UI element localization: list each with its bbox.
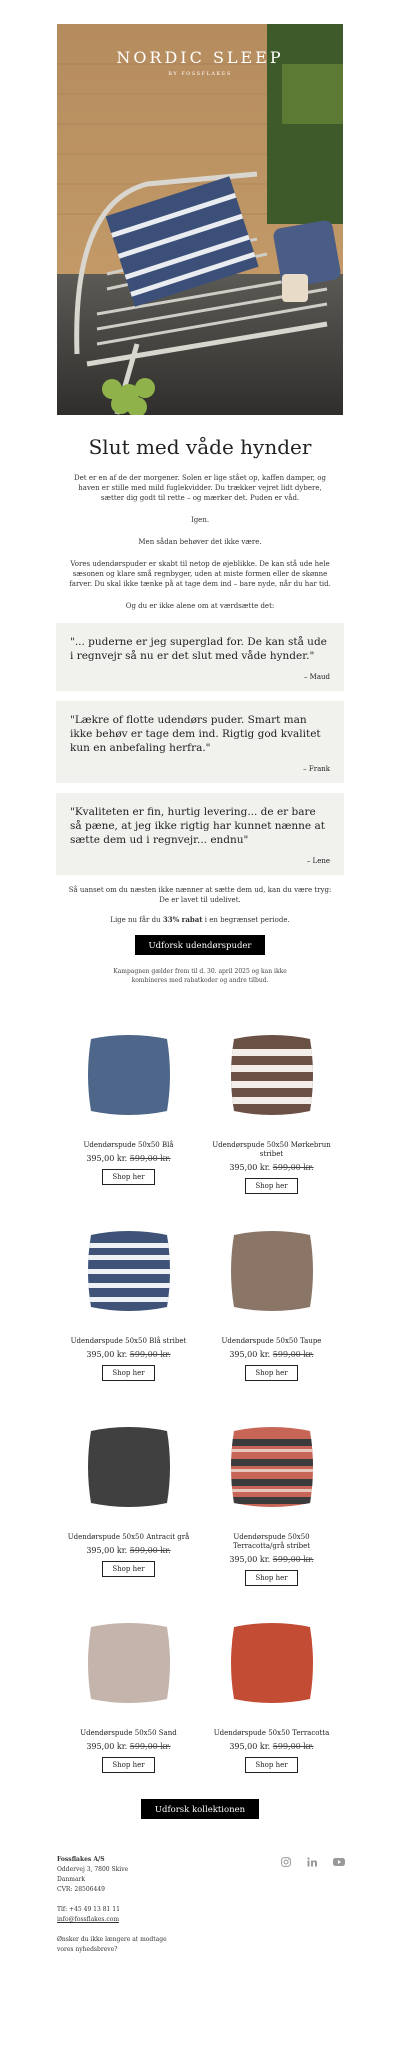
cushion-image [222,1025,322,1125]
product-image[interactable] [79,1417,179,1517]
headline: Slut med våde hynder [88,435,312,459]
product-price [57,1154,200,1163]
cushion-image [79,1025,179,1125]
sale-price: 395,00 kr. [86,1154,128,1163]
cushion-image [79,1221,179,1321]
reassurance-text: Så uanset om du næsten ikke nænner at sætte dem ud, kan du være tryg: De er lavet til udelivet. [68,886,332,904]
shop-here-button[interactable]: Shop her [102,1365,154,1381]
product-image[interactable] [79,1613,179,1713]
email-body [57,24,343,1955]
product-price [57,1546,200,1555]
company-name: Fossflakes A/S [57,1856,105,1863]
product-title[interactable]: Udendørspude 50x50 Taupe [221,1337,322,1345]
discount-amount: 33% rabat [162,915,203,924]
product-price [57,1742,200,1751]
company-cvr: CVR: 28506449 [57,1886,105,1893]
sale-price: 395,00 kr. [86,1546,128,1555]
testimonial [56,793,344,875]
product-image[interactable] [222,1417,322,1517]
hero-photo [57,24,343,415]
original-price: 599,00 kr. [272,1350,314,1359]
original-price: 599,00 kr. [272,1163,314,1172]
shop-here-button[interactable]: Shop her [245,1570,297,1586]
intro-text [57,473,343,611]
product-price [57,1350,200,1359]
original-price: 599,00 kr. [272,1555,314,1564]
product-title[interactable]: Udendørspude 50x50 Antracit grå [67,1533,190,1541]
brand-name: NORDIC SLEEP [116,48,284,67]
company-email-link[interactable]: info@fossflakes.com [57,1916,120,1923]
product-image[interactable] [79,1025,179,1125]
original-price: 599,00 kr. [129,1546,171,1555]
discount-text [67,915,333,925]
testimonial-text: "Kvaliteten er fin, hurtig levering... de er bare så pæne, at jeg ikke rigtig har kunnet nænne at sætte dem ud i regnvejr... endnu" [70,806,325,846]
product-title[interactable]: Udendørspude 50x50 Blå stribet [70,1337,187,1345]
company-country: Danmark [57,1876,86,1883]
explore-collection-button[interactable]: Udforsk kollektionen [141,1799,259,1819]
intro-paragraph: Vores udendørspuder er skabt til netop de øjeblikke. De kan stå ude hele sæsonen og klare små regnbyger, uden at miste formen eller de skønne farver. Du skal ikke tænke på at tage dem ind – bare nyde, når du har tid. [69,560,331,588]
original-price: 599,00 kr. [272,1742,314,1751]
intro-paragraph: Igen. [190,516,210,524]
linkedin-icon[interactable] [307,1857,317,1867]
testimonial [56,623,344,691]
product-image[interactable] [222,1221,322,1321]
discount-pre: Lige nu får du [110,916,163,924]
hero-image[interactable] [57,24,343,415]
product-price [200,1350,343,1359]
sale-price: 395,00 kr. [229,1742,271,1751]
product-image[interactable] [222,1613,322,1713]
shop-here-button[interactable]: Shop her [245,1178,297,1194]
shop-here-button[interactable]: Shop her [102,1169,154,1185]
cushion-image [222,1417,322,1517]
product-card[interactable] [200,1211,343,1407]
company-address: Oddervej 3, 7800 Skive [57,1866,129,1873]
product-grid [57,1015,343,1799]
product-image[interactable] [222,1025,322,1125]
sale-price: 395,00 kr. [86,1350,128,1359]
campaign-note: Kampagnen gælder frem til d. 30. april 2025 og kan ikke kombineres med rabatkoder og andre tilbud. [113,968,287,984]
sale-price: 395,00 kr. [229,1555,271,1564]
shop-here-button[interactable]: Shop her [102,1561,154,1577]
product-price [200,1163,343,1172]
testimonial-author: – Maud [303,673,330,681]
product-title[interactable]: Udendørspude 50x50 Terracotta [213,1729,330,1737]
product-card[interactable] [200,1407,343,1603]
social-links [281,1857,343,1867]
brand-logo [57,48,343,77]
shop-here-button[interactable]: Shop her [245,1365,297,1381]
product-title[interactable]: Udendørspude 50x50 Mørkebrun stribet [212,1141,331,1158]
original-price: 599,00 kr. [129,1350,171,1359]
intro-paragraph: Og du er ikke alene om at værdsætte det: [125,602,275,610]
intro-paragraph: Men sådan behøver det ikke være. [138,538,262,546]
product-card[interactable] [57,1015,200,1211]
shop-here-button[interactable]: Shop her [245,1757,297,1773]
shop-here-button[interactable]: Shop her [102,1757,154,1773]
product-price [200,1742,343,1751]
product-title[interactable]: Udendørspude 50x50 Blå [83,1141,174,1149]
testimonial-text: "Lækre of flotte udendørs puder. Smart man ikke behøv er tage dem ind. Rigtig god kvalitet kun en anbefaling herfra." [70,714,321,754]
product-card[interactable] [57,1211,200,1407]
product-image[interactable] [79,1221,179,1321]
product-title[interactable]: Udendørspude 50x50 Sand [80,1729,177,1737]
brand-sub: BY FOSSFLAKES [168,71,232,77]
sale-price: 395,00 kr. [86,1742,128,1751]
sale-price: 395,00 kr. [229,1350,271,1359]
discount-post: i en begrænset periode. [202,916,290,924]
intro-paragraph: Det er en af de der morgener. Solen er lige stået op, kaffen damper, og haven er stille med mild fuglekvidder. Du trækker vejret lidt dybere, sætter dig godt til rette – og mærker det. Puden er våd. [74,474,326,502]
sale-price: 395,00 kr. [229,1163,271,1172]
original-price: 599,00 kr. [129,1742,171,1751]
testimonial-author: – Frank [303,765,330,773]
product-title[interactable]: Udendørspude 50x50 Terracotta/grå stribet [232,1533,311,1550]
instagram-icon[interactable] [281,1857,291,1867]
testimonial [56,701,344,783]
testimonial-text: "... puderne er jeg superglad for. De kan stå ude i regnvejr så nu er det slut med våde hynder." [70,636,327,662]
cushion-image [79,1613,179,1713]
cushion-image [222,1221,322,1321]
unsubscribe-text[interactable]: Ønsker du ikke længere at modtage vores nyhedsbreve? [57,1936,167,1953]
product-card[interactable] [57,1603,200,1799]
footer [57,1855,343,1955]
original-price: 599,00 kr. [129,1154,171,1163]
explore-cushions-button[interactable]: Udforsk udendørspuder [135,935,265,955]
testimonial-author: – Lene [306,857,330,865]
cushion-image [79,1417,179,1517]
after-text [57,885,343,925]
product-price [200,1555,343,1564]
youtube-icon[interactable] [333,1857,343,1867]
product-card[interactable] [57,1407,200,1603]
cushion-image [222,1613,322,1713]
product-card[interactable] [200,1603,343,1799]
product-card[interactable] [200,1015,343,1211]
company-phone: Tlf: +45 49 13 81 11 [57,1906,120,1913]
